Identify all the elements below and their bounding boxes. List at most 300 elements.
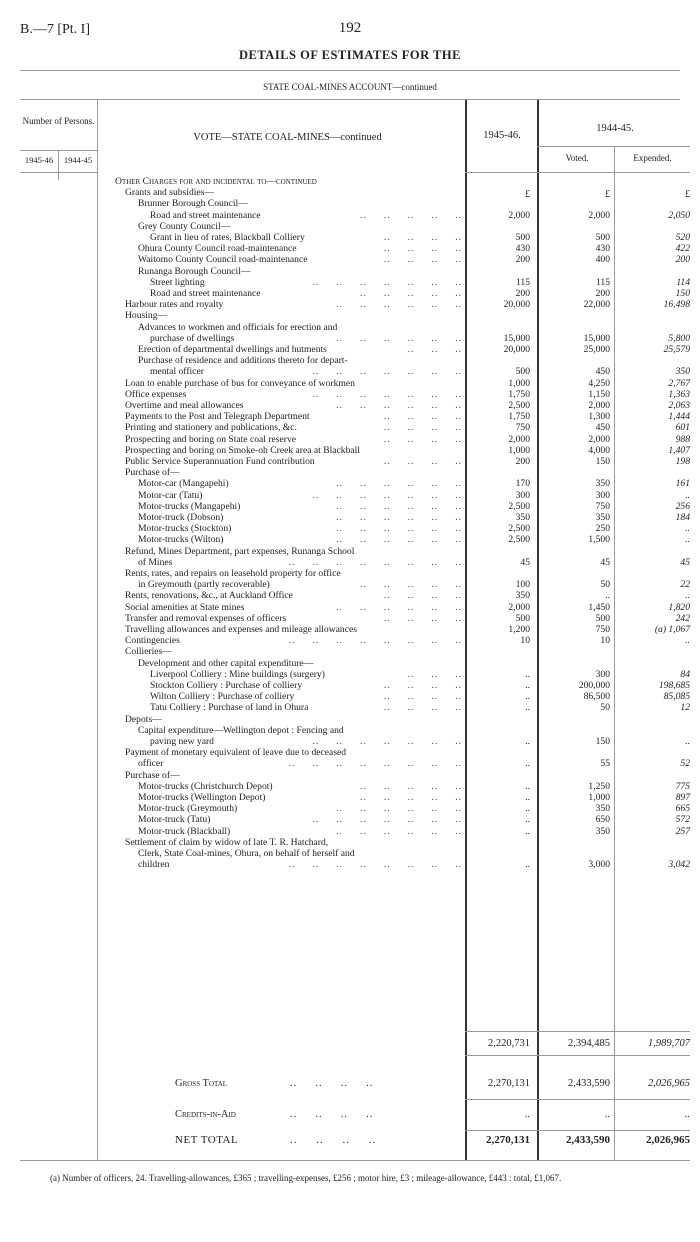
table-row: [0, 624, 700, 636]
leader-dots: .. .. .. .. .. .. ..: [312, 814, 462, 826]
leader-dots: .. .. .. ..: [383, 612, 462, 624]
row-description: Payment of monetary equivalent of leave due to deceased: [125, 747, 347, 759]
table-row: [0, 568, 700, 580]
amount-1945: ..: [525, 736, 530, 747]
amount-expended: 775: [675, 780, 690, 792]
subtotal-expended: 1,989,707: [648, 1038, 690, 1049]
amount-voted: 150: [595, 456, 610, 467]
year-1944-header: 1944-45.: [596, 123, 634, 134]
voted-head-rule: [537, 146, 690, 147]
table-row: [0, 546, 700, 558]
amount-1945: 1,750: [508, 388, 530, 400]
amount-expended: 150: [675, 288, 690, 299]
row-description: Other Charges for and incidental to—continued: [115, 176, 317, 187]
table-row: [0, 725, 700, 737]
row-description: Loan to enable purchase of bus for conveyance of workmen: [125, 377, 355, 389]
row-description: purchase of dwellings: [150, 332, 235, 344]
amount-voted: 450: [595, 366, 610, 378]
table-row: [0, 232, 700, 244]
table-row: [0, 702, 700, 714]
row-description: Motor-trucks (Christchurch Depot): [138, 780, 273, 792]
table-row: [0, 266, 700, 278]
row-description: children: [138, 859, 170, 871]
row-description: Rents, renovations, &c., at Auckland Office: [125, 590, 293, 602]
leader-dots: .. .. .. .. ..: [360, 288, 462, 299]
amount-expended: ..: [685, 590, 690, 602]
gross-total-row: Gross Total .. .. .. .. 2,270,131 2,433,590 2,026,965: [175, 1078, 690, 1089]
table-row: [0, 210, 700, 222]
table-row: [0, 478, 700, 490]
persons-head-rule-2: [20, 172, 97, 173]
amount-1945: ..: [525, 691, 530, 703]
leader-dots: .. .. .. ..: [383, 243, 462, 255]
table-row: [0, 254, 700, 266]
gross-total-label: Gross Total: [175, 1078, 228, 1089]
credits-voted: ..: [604, 1109, 610, 1120]
row-description: Wilton Colliery : Purchase of colliery: [150, 691, 295, 703]
table-bottom-rule: [20, 1160, 690, 1161]
amount-voted: 25,000: [583, 344, 610, 355]
amount-voted: 115: [595, 276, 610, 288]
amount-expended: 572: [675, 814, 690, 826]
table-row: [0, 445, 700, 457]
row-description: Road and street maintenance: [150, 288, 261, 299]
amount-voted: 1,500: [588, 534, 610, 546]
leader-dots: .. .. .. .. ..: [360, 579, 462, 591]
row-description: Public Service Superannuation Fund contribution: [125, 456, 315, 467]
amount-1945: 1,750: [508, 411, 530, 423]
amount-1945: ..: [525, 680, 530, 691]
amount-voted: 4,250: [588, 377, 610, 389]
table-row: [0, 579, 700, 591]
table-row: [0, 299, 700, 311]
amount-1945: 200: [515, 288, 530, 299]
amount-1945: 2,500: [508, 400, 530, 411]
gross-rule: [465, 1099, 690, 1100]
amount-1945: 20,000: [503, 299, 530, 311]
leader-dots: .. .. .. .. .. .. .. ..: [288, 859, 462, 871]
row-description: Rents, rates, and repairs on leasehold property for office: [125, 568, 341, 579]
table-row: [0, 187, 700, 199]
amount-1945: 1,000: [508, 377, 530, 389]
leader-dots: .. .. .. ..: [383, 680, 462, 691]
leader-dots: .. .. .. .. .. .. ..: [312, 736, 462, 747]
amount-voted: 450: [595, 422, 610, 434]
leader-dots: .. .. .. ..: [383, 456, 462, 467]
row-description: Erection of departmental dwellings and hutments: [138, 344, 327, 355]
table-row: [0, 456, 700, 468]
amount-voted: 86,500: [583, 691, 610, 703]
row-description: Transfer and removal expenses of officers: [125, 612, 287, 624]
row-description: Road and street maintenance: [150, 209, 261, 221]
row-description: Tatu Colliery : Purchase of land in Ohura: [150, 702, 309, 714]
row-description: Street lighting: [150, 276, 205, 288]
amount-1945: 200: [515, 254, 530, 266]
page-number: 192: [338, 20, 362, 36]
table-row: [0, 781, 700, 793]
currency-symbol: £: [605, 189, 610, 200]
net-total-label: NET TOTAL: [175, 1134, 239, 1146]
row-description: Purchase of—: [125, 769, 180, 781]
row-description: Purchase of—: [125, 467, 180, 479]
amount-voted: 750: [595, 500, 610, 512]
amount-voted: 250: [595, 523, 610, 535]
amount-expended: 45: [680, 556, 690, 568]
amount-1945: 100: [515, 579, 530, 591]
amount-expended: 85,085: [663, 691, 690, 703]
leader-dots: .. .. .. .. .. .. ..: [312, 366, 462, 378]
amount-voted: 500: [595, 232, 610, 243]
table-row: [0, 736, 700, 748]
amount-voted: 350: [595, 478, 610, 490]
leader-dots: .. .. .. .. .. ..: [336, 299, 462, 311]
leader-dots: .. .. .. ..: [383, 411, 462, 423]
table-row: [0, 803, 700, 815]
row-description: Office expenses: [125, 388, 187, 400]
row-description: Motor-truck (Dobson): [138, 512, 224, 523]
persons-year-1944: 1944-45: [63, 155, 93, 165]
amount-1945: 2,500: [508, 534, 530, 546]
amount-1945: 350: [515, 590, 530, 602]
row-description: Motor-trucks (Wilton): [138, 534, 224, 546]
table-row: [0, 243, 700, 255]
amount-voted: 50: [600, 579, 610, 591]
persons-year-1945: 1945-46: [24, 155, 54, 165]
amount-voted: 10: [600, 635, 610, 647]
table-row: [0, 523, 700, 535]
amount-1945: 350: [515, 512, 530, 523]
amount-1945: ..: [525, 668, 530, 680]
amount-expended: 257: [675, 825, 690, 837]
amount-expended: 242: [675, 612, 690, 624]
row-description: Payments to the Post and Telegraph Department: [125, 411, 310, 423]
amount-1945: 750: [515, 422, 530, 434]
leader-dots: .. .. .. .. .. .. .. ..: [288, 635, 462, 647]
amount-voted: 15,000: [583, 332, 610, 344]
table-row: [0, 747, 700, 759]
table-row: [0, 344, 700, 356]
amount-expended: (a) 1,067: [654, 624, 690, 635]
leader-dots: .. .. .. .. ..: [360, 209, 462, 221]
amount-1945: 2,000: [508, 433, 530, 445]
table-row: [0, 557, 700, 569]
amount-expended: 25,579: [663, 344, 690, 355]
row-description: Travelling allowances and expenses and mileage allowances: [125, 624, 357, 635]
leader-dots: .. .. .. .. .. ..: [336, 500, 462, 512]
subtotal-1945: 2,220,731: [488, 1038, 530, 1049]
row-description: Grant in lieu of rates, Blackball Colliery: [150, 232, 305, 243]
credits-in-aid-row: Credits-in-Aid .. .. .. .. .. .. ..: [175, 1109, 690, 1120]
row-description: Motor-truck (Tatu): [138, 814, 211, 826]
amount-expended: 665: [675, 803, 690, 815]
table-row: [0, 378, 700, 390]
amount-voted: 55: [600, 758, 610, 770]
amount-voted: 4,000: [588, 444, 610, 456]
amount-voted: 350: [595, 803, 610, 815]
table-row: [0, 814, 700, 826]
amount-voted: 350: [595, 825, 610, 837]
leader-dots: .. .. ..: [407, 668, 462, 680]
amount-expended: ..: [685, 635, 690, 647]
table-row: [0, 366, 700, 378]
table-top-rule: [20, 99, 680, 100]
amount-1945: 115: [515, 276, 530, 288]
amount-expended: 16,498: [663, 299, 690, 311]
leader-dots: .. .. .. .. .. ..: [336, 523, 462, 535]
table-row: [0, 501, 700, 513]
amount-1945: 2,500: [508, 500, 530, 512]
row-description: Settlement of claim by widow of late T. R. Hatchard,: [125, 836, 329, 848]
amount-expended: 5,800: [668, 332, 690, 344]
row-description: in Greymouth (partly recoverable): [138, 579, 270, 591]
amount-1945: ..: [525, 803, 530, 815]
amount-1945: ..: [525, 702, 530, 714]
persons-head-rule: [20, 150, 97, 151]
row-description: mental officer: [150, 366, 204, 378]
amount-voted: 500: [595, 612, 610, 624]
leader-dots: .. .. .. ..: [383, 422, 462, 434]
amount-expended: 988: [675, 433, 690, 445]
row-description: Refund, Mines Department, part expenses, Runanga School: [125, 545, 355, 557]
net-total-row: NET TOTAL .. .. .. .. 2,270,131 2,433,590 2,026,965: [175, 1134, 690, 1146]
document-reference: B.—7 [Pt. I]: [20, 22, 90, 37]
leader-dots: .. .. .. .. .. .. ..: [312, 388, 462, 400]
amount-expended: 1,407: [668, 444, 690, 456]
row-description: Ohura County Council road-maintenance: [138, 243, 297, 255]
amount-voted: 1,450: [588, 601, 610, 613]
footnote: (a) Number of officers, 24. Travelling-allowances, £365 ; travelling-expenses, £256 ; motor hire, £3 ; mileage-allowance, £443 : total, £1,067.: [50, 1173, 562, 1183]
table-row: [0, 691, 700, 703]
leader-dots: .. .. .. .. .. ..: [336, 478, 462, 490]
leader-dots: .. .. .. ..: [383, 433, 462, 445]
amount-expended: 520: [675, 232, 690, 243]
table-row: [0, 434, 700, 446]
gross-total-expended: 2,026,965: [648, 1078, 690, 1089]
amount-1945: 15,000: [503, 332, 530, 344]
amount-1945: 500: [515, 612, 530, 624]
amount-expended: 2,050: [668, 209, 690, 221]
amount-1945: 2,500: [508, 523, 530, 535]
row-description: Motor-truck (Blackball): [138, 825, 231, 837]
amount-expended: 198,685: [658, 680, 690, 691]
amount-expended: 601: [675, 422, 690, 434]
row-description: Social amenities at State mines: [125, 601, 245, 613]
row-description: Runanga Borough Council—: [138, 265, 251, 277]
amount-expended: 22: [680, 579, 690, 591]
leader-dots: .. .. .. .. .. ..: [336, 512, 462, 523]
leader-dots: .. .. .. .. ..: [360, 780, 462, 792]
amount-1945: 170: [515, 478, 530, 490]
net-total-voted: 2,433,590: [566, 1134, 610, 1146]
amount-voted: 1,000: [588, 792, 610, 803]
row-description: Liverpool Colliery : Mine buildings (surgery): [150, 668, 325, 680]
credits-rule: [465, 1130, 690, 1131]
table-row: [0, 714, 700, 726]
currency-symbol: £: [685, 189, 690, 200]
credits-1945: ..: [524, 1109, 530, 1120]
row-description: Contingencies: [125, 635, 180, 647]
amount-expended: 1,444: [668, 411, 690, 423]
page-title: DETAILS OF ESTIMATES FOR THE: [239, 48, 461, 62]
amount-expended: 3,042: [668, 859, 690, 871]
table-row: [0, 635, 700, 647]
table-row: [0, 613, 700, 625]
voted-header: Voted.: [565, 153, 589, 163]
amount-1945: ..: [525, 780, 530, 792]
currency-symbol: £: [525, 189, 530, 200]
amount-expended: 1,363: [668, 388, 690, 400]
amount-voted: 22,000: [583, 299, 610, 311]
amount-expended: 52: [680, 758, 690, 770]
amount-1945: 200: [515, 456, 530, 467]
leader-dots: .. .. .. ..: [383, 702, 462, 714]
row-description: Printing and stationery and publications, &c.: [125, 422, 297, 434]
leader-dots: .. .. .. .. .. ..: [336, 400, 462, 411]
amount-expended: 1,820: [668, 601, 690, 613]
amount-voted: 150: [595, 736, 610, 747]
amount-expended: 2,063: [668, 400, 690, 411]
amount-1945: 20,000: [503, 344, 530, 355]
table-row: [0, 422, 700, 434]
table-row: [0, 680, 700, 692]
leader-dots: .. .. .. .. .. ..: [336, 601, 462, 613]
row-description: officer: [138, 758, 164, 770]
row-description: Housing—: [125, 310, 168, 322]
credits-expended: ..: [684, 1109, 690, 1120]
amount-1945: 1,000: [508, 444, 530, 456]
leader-dots: .. .. .. .. .. .. .. ..: [288, 758, 462, 770]
row-description: Development and other capital expenditure—: [138, 657, 314, 669]
amount-voted: 300: [595, 668, 610, 680]
amount-voted: 300: [595, 489, 610, 501]
amount-expended: ..: [685, 523, 690, 535]
gross-total-1945: 2,270,131: [488, 1078, 530, 1089]
amount-expended: 84: [680, 668, 690, 680]
table-row: [0, 411, 700, 423]
table-row: [0, 355, 700, 367]
table-row: [0, 400, 700, 412]
row-description: of Mines: [138, 556, 173, 568]
table-row: [0, 602, 700, 614]
row-description: Brunner Borough Council—: [138, 198, 248, 210]
row-description: Motor-trucks (Stockton): [138, 523, 232, 535]
row-description: Depots—: [125, 713, 162, 725]
table-row: [0, 770, 700, 782]
amount-voted: 1,150: [588, 388, 610, 400]
row-description: Motor-truck (Greymouth): [138, 803, 238, 815]
table-row: [0, 826, 700, 838]
leader-dots: .. .. .. ..: [383, 590, 462, 602]
amount-voted: 2,000: [588, 209, 610, 221]
row-description: Collieries—: [125, 646, 172, 658]
leader-dots: .. .. .. .. .. .. ..: [312, 489, 462, 501]
year-1945-header: 1945-46.: [483, 130, 521, 141]
amount-expended: 350: [675, 366, 690, 378]
row-description: Clerk, State Coal-mines, Ohura, on behalf of herself and: [138, 848, 355, 859]
amount-1945: 300: [515, 489, 530, 501]
table-row: [0, 646, 700, 658]
table-row: [0, 176, 700, 188]
leader-dots: .. .. .. .. .. ..: [336, 825, 462, 837]
table-row: [0, 837, 700, 849]
table-row: [0, 534, 700, 546]
amount-voted: 750: [595, 624, 610, 635]
amount-1945: 430: [515, 243, 530, 255]
table-row: [0, 389, 700, 401]
table-row: [0, 198, 700, 210]
header-rule: [20, 70, 680, 71]
amount-expended: 422: [675, 243, 690, 255]
credits-in-aid-label: Credits-in-Aid: [175, 1109, 236, 1120]
row-description: Advances to workmen and officials for erection and: [138, 321, 338, 333]
amount-voted: 430: [595, 243, 610, 255]
amount-voted: 45: [600, 556, 610, 568]
row-description: Prospecting and boring on State coal reserve: [125, 433, 297, 445]
leader-dots: .. .. .. ..: [383, 232, 462, 243]
amount-1945: 500: [515, 232, 530, 243]
table-row: [0, 221, 700, 233]
table-row: [0, 288, 700, 300]
row-description: Waitomo County Council road-maintenance: [138, 254, 308, 266]
amount-expended: 198: [675, 456, 690, 467]
amount-expended: ..: [685, 736, 690, 747]
amount-1945: 1,200: [508, 624, 530, 635]
amount-expended: 184: [675, 512, 690, 523]
table-row: [0, 792, 700, 804]
amount-1945: 45: [520, 556, 530, 568]
page-subtitle: STATE COAL-MINES ACCOUNT—continued: [263, 82, 437, 92]
amount-expended: ..: [685, 534, 690, 546]
amount-1945: ..: [525, 859, 530, 871]
net-total-expended: 2,026,965: [646, 1134, 690, 1146]
amount-expended: 161: [675, 478, 690, 490]
leader-dots: .. .. .. .. .. ..: [336, 534, 462, 546]
amount-1945: 500: [515, 366, 530, 378]
leader-dots: .. .. .. .. .. .. ..: [312, 276, 462, 288]
amount-voted: 200: [595, 288, 610, 299]
leader-dots: .. .. .. .. .. ..: [336, 803, 462, 815]
table-row: [0, 333, 700, 345]
table-row: [0, 758, 700, 770]
amount-voted: 50: [600, 702, 610, 714]
amount-voted: 2,000: [588, 400, 610, 411]
leader-dots: .. .. .. .. .. ..: [336, 332, 462, 344]
table-row: [0, 310, 700, 322]
leader-dots: .. .. .. ..: [383, 254, 462, 266]
leader-dots: .. .. .. .. ..: [360, 792, 462, 803]
table-row: [0, 848, 700, 860]
amount-voted: 2,000: [588, 433, 610, 445]
amount-expended: 897: [675, 792, 690, 803]
row-description: Motor-trucks (Mangapehi): [138, 500, 241, 512]
amount-expended: 12: [680, 702, 690, 714]
row-description: Motor-trucks (Wellington Depot): [138, 792, 266, 803]
amount-1945: 10: [520, 635, 530, 647]
table-row: [0, 658, 700, 670]
expended-header: Expended.: [633, 153, 672, 163]
subtotal-rule: [465, 1031, 690, 1032]
row-description: Motor-car (Tatu): [138, 489, 203, 501]
row-description: Harbour rates and royalty: [125, 299, 224, 311]
subtotal-voted: 2,394,485: [568, 1038, 610, 1049]
row-description: paving new yard: [150, 736, 214, 747]
amount-expended: 2,767: [668, 377, 690, 389]
amount-1945: 2,000: [508, 601, 530, 613]
amount-expended: 114: [676, 276, 690, 288]
amount-head-rule: [465, 172, 690, 173]
vote-heading: VOTE—STATE COAL-MINES—continued: [193, 132, 382, 143]
row-description: Prospecting and boring on Smoke-oh Creek area at Blackball: [125, 444, 360, 456]
